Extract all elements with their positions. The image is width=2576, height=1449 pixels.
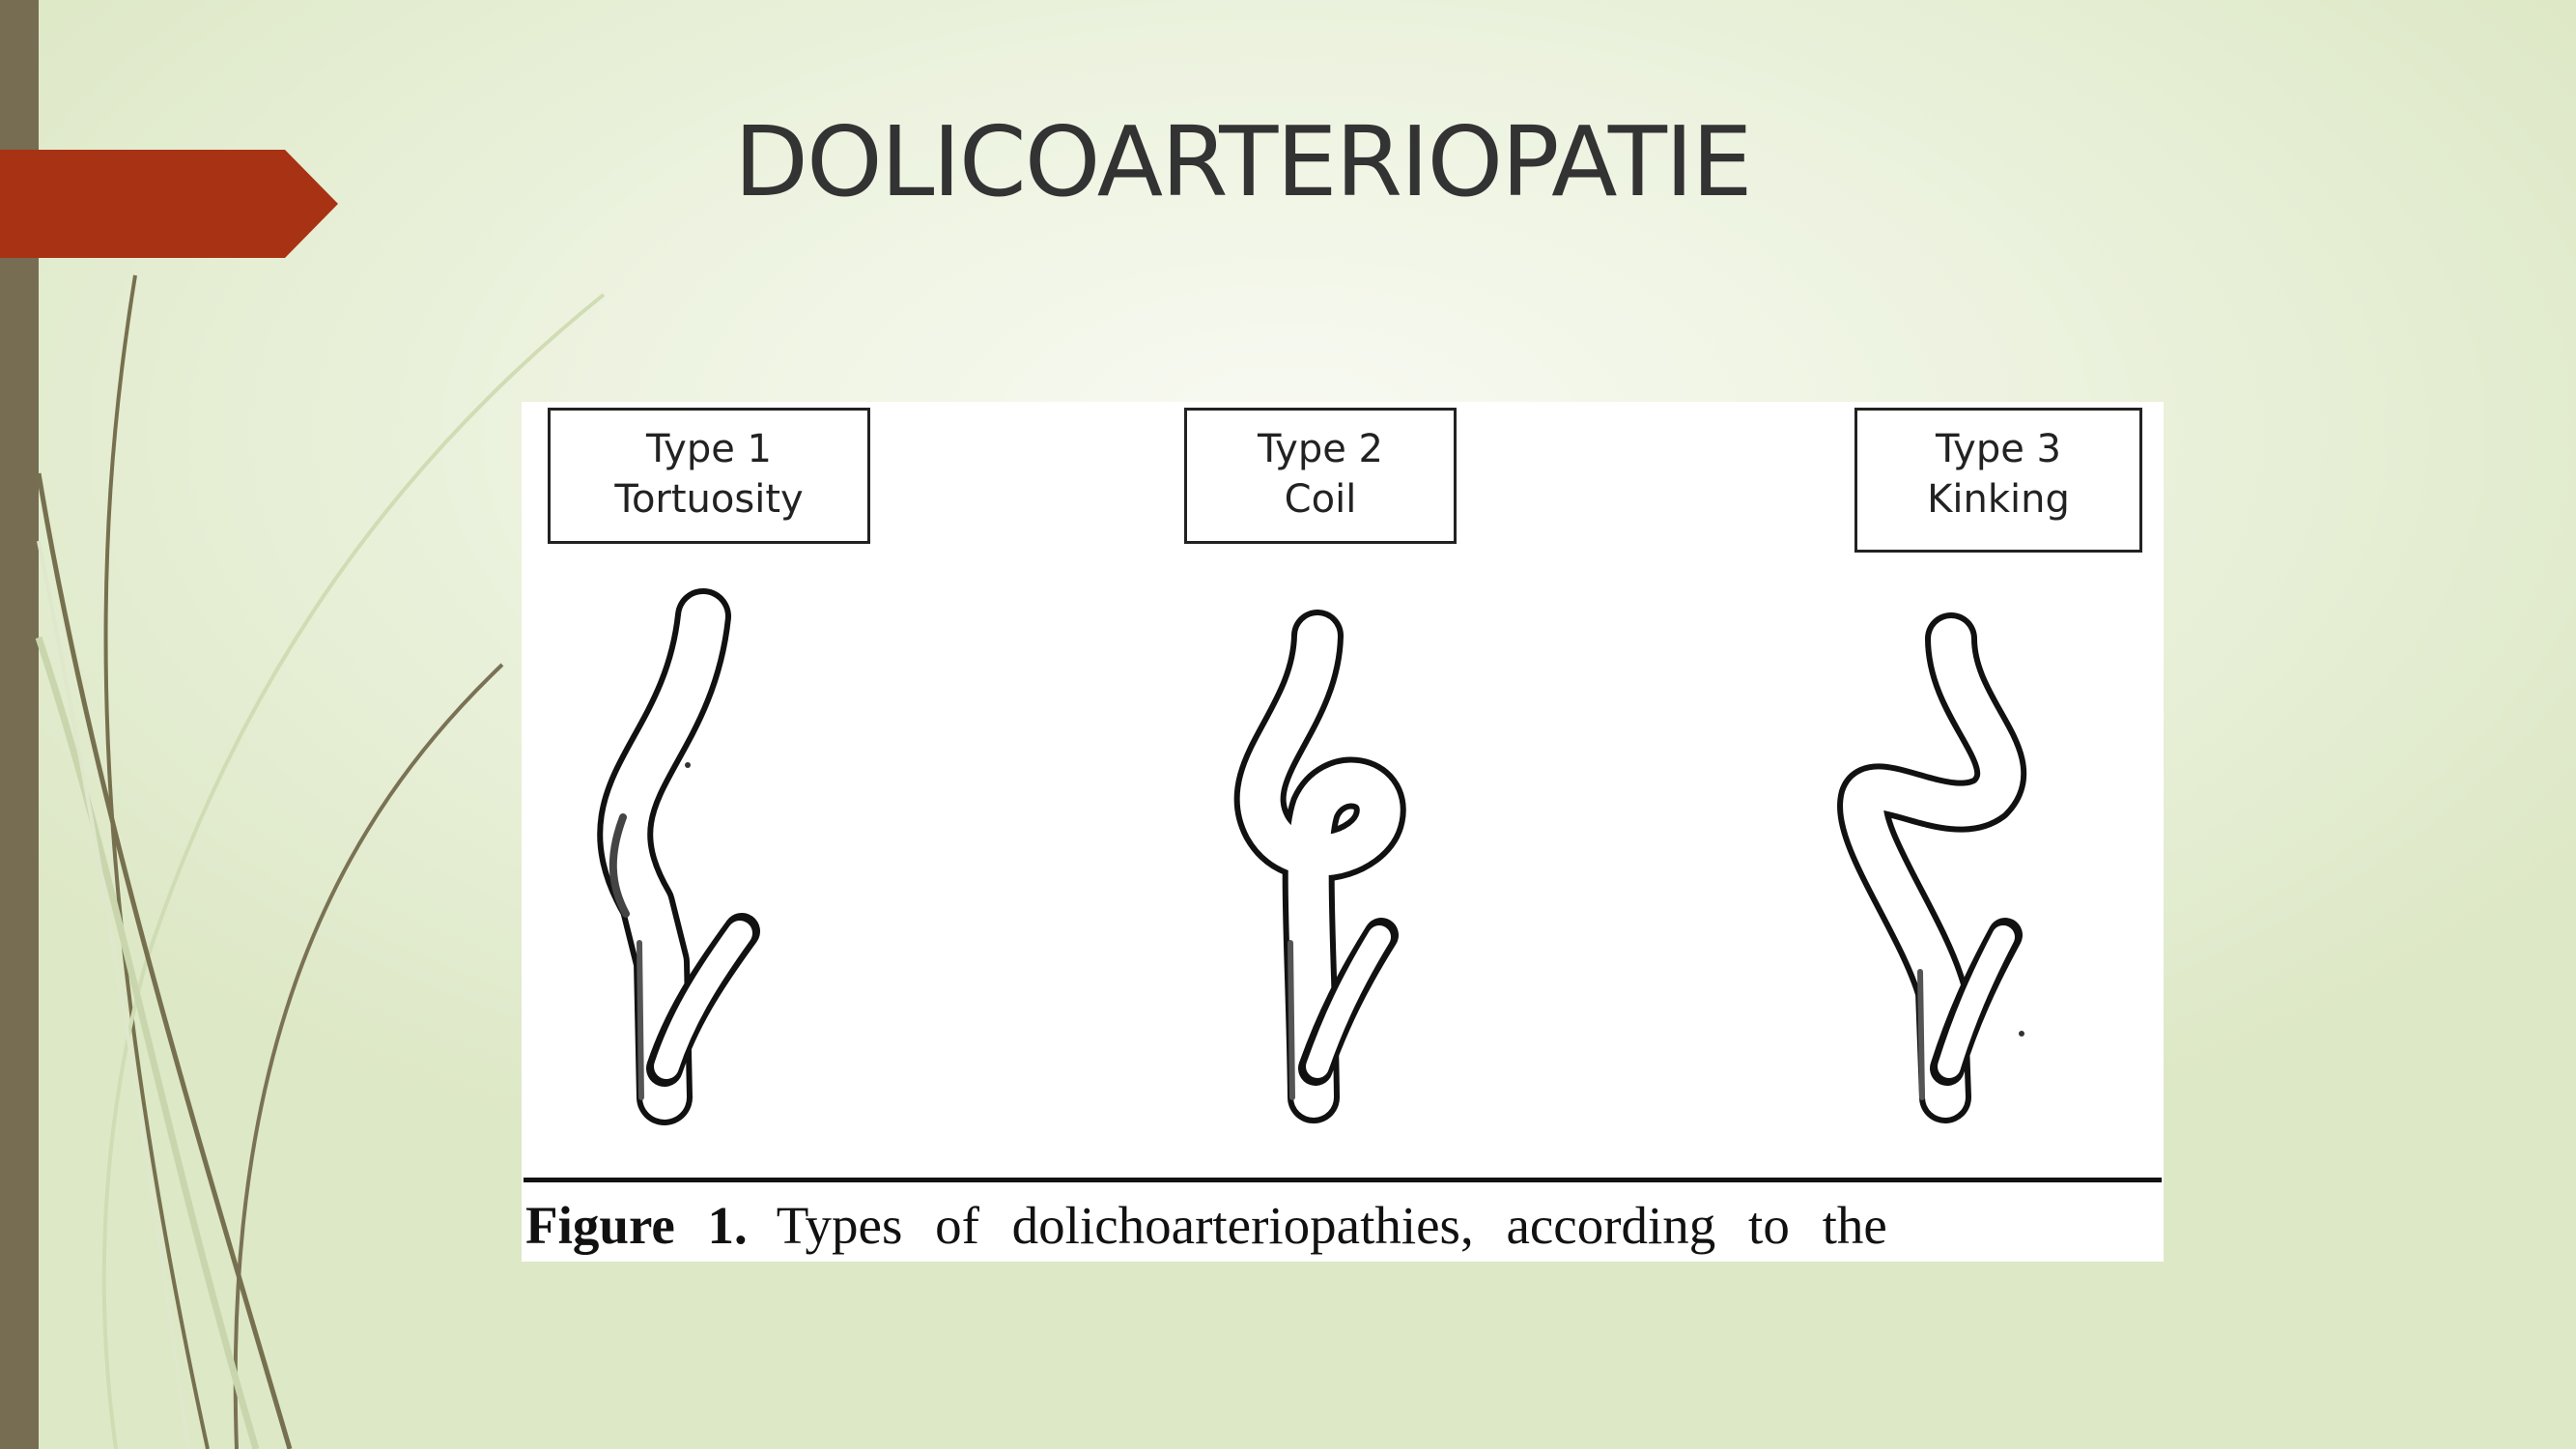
figure-caption-label: Figure 1.	[525, 1196, 748, 1255]
figure-caption-text: Types of dolichoarteriopathies, according to the	[776, 1196, 1887, 1255]
coil-vessel	[1260, 636, 1381, 1097]
title-arrow-marker	[0, 150, 338, 258]
type-1-name: Tortuosity	[614, 477, 804, 522]
type-2-name: Coil	[1284, 477, 1357, 522]
vessel-drawings	[522, 402, 2164, 1262]
caption-divider	[524, 1178, 2162, 1182]
type-1-number: Type 1	[645, 427, 773, 471]
slide-title: DOLICOARTERIOPATIE	[734, 105, 1751, 218]
type-2-number: Type 2	[1257, 427, 1384, 471]
tortuosity-vessel	[613, 616, 742, 1097]
dolichoarteriopathy-figure	[522, 402, 2164, 1262]
figure-caption	[525, 1194, 2164, 1258]
type-3-number: Type 3	[1935, 427, 2062, 471]
type-3-name: Kinking	[1927, 477, 2070, 522]
kinking-vessel	[1863, 639, 2005, 1097]
